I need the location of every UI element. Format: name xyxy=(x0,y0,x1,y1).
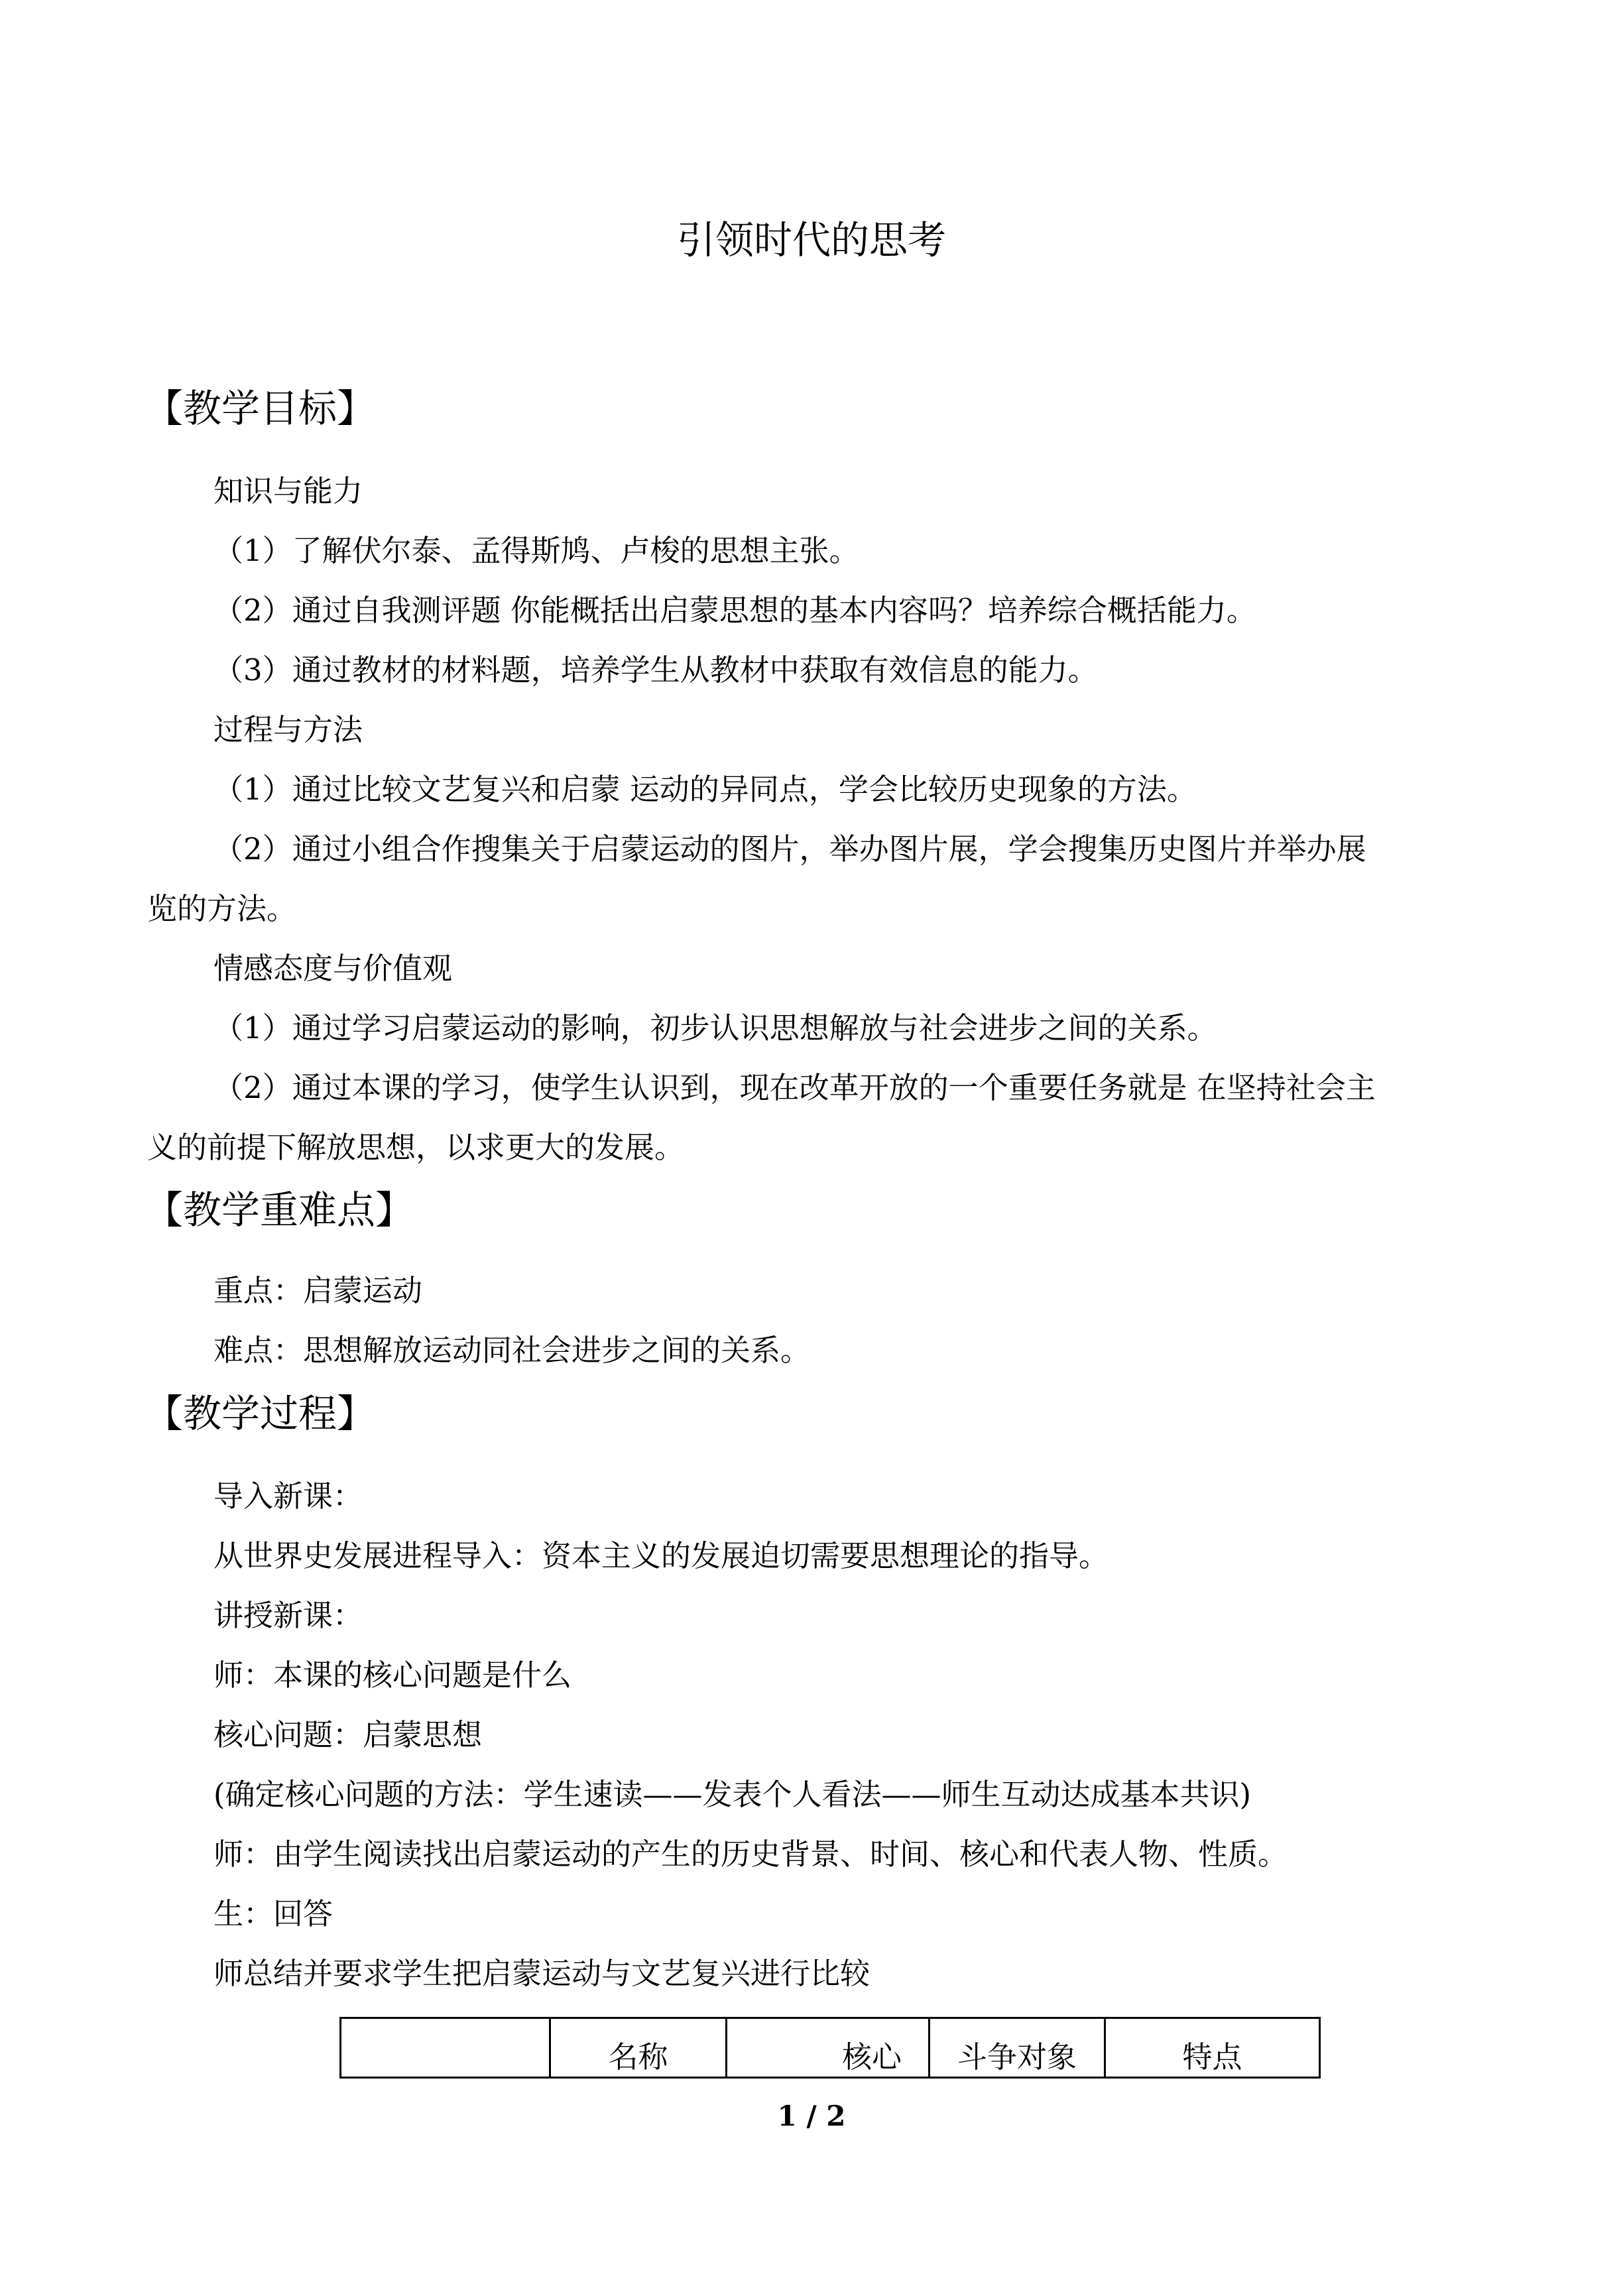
paragraph-line: 生：回答 xyxy=(213,1896,333,1931)
table-header-cell: 名称 xyxy=(550,2018,727,2078)
paragraph-line: 核心问题：启蒙思想 xyxy=(213,1717,483,1752)
paragraph-line: 义的前提下解放思想，以求更大的发展。 xyxy=(147,1130,685,1165)
paragraph-line: （1）通过比较文艺复兴和启蒙 运动的异同点，学会比较历史现象的方法。 xyxy=(213,772,1197,807)
key-point-focus: 重点：启蒙运动 xyxy=(213,1273,423,1308)
paragraph-line: 讲授新课： xyxy=(213,1598,363,1633)
table-header-cell: 斗争对象 xyxy=(930,2018,1105,2078)
paragraph-line: （2）通过小组合作搜集关于启蒙运动的图片，举办图片展，学会搜集历史图片并举办展 xyxy=(213,831,1366,867)
comparison-table xyxy=(339,2017,1282,2079)
subheading-process: 过程与方法 xyxy=(213,712,363,747)
paragraph-line: 导入新课： xyxy=(213,1479,363,1514)
subheading-knowledge: 知识与能力 xyxy=(213,473,363,509)
table-header-cell xyxy=(341,2018,550,2078)
paragraph-line: （2）通过本课的学习，使学生认识到，现在改革开放的一个重要任务就是 在坚持社会主 xyxy=(213,1070,1376,1105)
paragraph-line: （1）了解伏尔泰、孟得斯鸠、卢梭的思想主张。 xyxy=(213,533,859,568)
subheading-values: 情感态度与价值观 xyxy=(213,951,453,986)
paragraph-line: 师总结并要求学生把启蒙运动与文艺复兴进行比较 xyxy=(213,1956,871,1991)
key-point-difficulty: 难点：思想解放运动同社会进步之间的关系。 xyxy=(213,1333,811,1368)
paragraph-line: 从世界史发展进程导入：资本主义的发展迫切需要思想理论的指导。 xyxy=(213,1538,1109,1573)
paragraph-line: (确定核心问题的方法：学生速读——发表个人看法——师生互动达成基本共识) xyxy=(213,1777,1252,1812)
table-header-cell: 核心 xyxy=(727,2018,930,2078)
section-heading-goals: 【教学目标】 xyxy=(145,386,376,431)
section-heading-key-points: 【教学重难点】 xyxy=(145,1187,414,1233)
table-header-cell: 特点 xyxy=(1105,2018,1320,2078)
paragraph-line: 师：本课的核心问题是什么 xyxy=(213,1658,572,1693)
paragraph-line: （3）通过教材的材料题，培养学生从教材中获取有效信息的能力。 xyxy=(213,652,1098,688)
page-title: 引领时代的思考 xyxy=(676,217,946,263)
table-header-row xyxy=(341,2018,1320,2078)
section-heading-process: 【教学过程】 xyxy=(145,1391,376,1436)
paragraph-line: 览的方法。 xyxy=(147,891,297,926)
page-number: 1 / 2 xyxy=(777,2100,846,2132)
paragraph-line: （2）通过自我测评题 你能概括出启蒙思想的基本内容吗？培养综合概括能力。 xyxy=(213,593,1256,628)
paragraph-line: 师：由学生阅读找出启蒙运动的产生的历史背景、时间、核心和代表人物、性质。 xyxy=(213,1837,1288,1872)
paragraph-line: （1）通过学习启蒙运动的影响，初步认识思想解放与社会进步之间的关系。 xyxy=(213,1010,1217,1046)
